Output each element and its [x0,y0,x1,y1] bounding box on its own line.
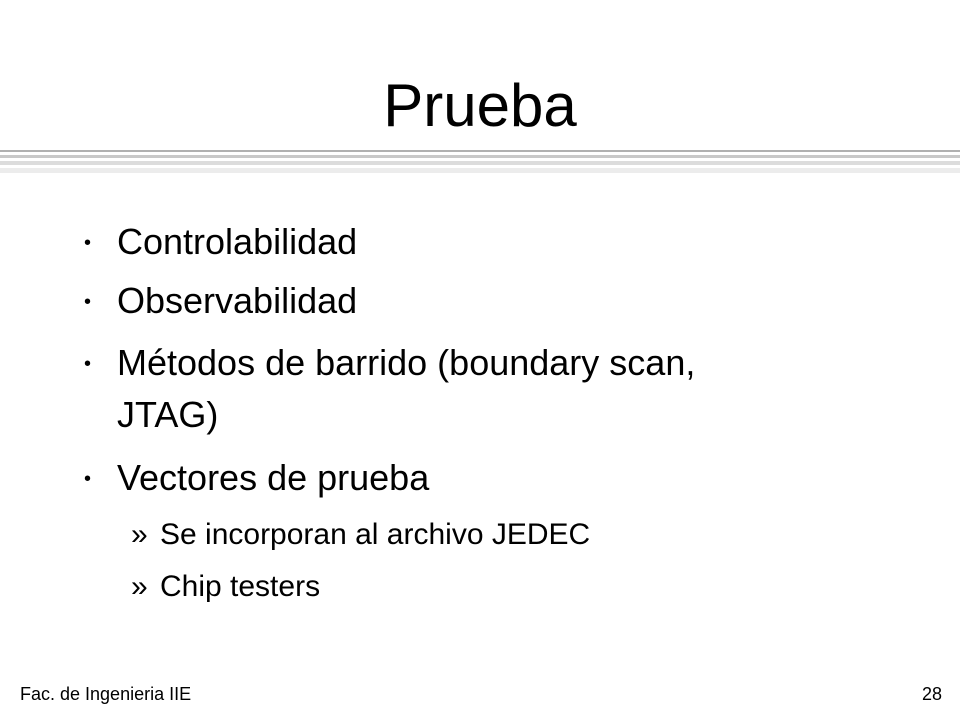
bullet-dot: • [84,291,92,313]
bullet-text-continuation: JTAG) [117,394,219,435]
sub-bullet-text: Chip testers [160,570,321,603]
bullet-text: Controlabilidad [117,221,358,262]
sub-bullet-text: Se incorporan al archivo JEDEC [160,518,591,551]
page-number: 28 [921,684,942,704]
sub-bullet-marker: » [131,570,148,603]
slide-title: Prueba [383,72,577,139]
footer-institution: Fac. de Ingenieria IIE [20,684,192,704]
bullet-dot: • [84,232,92,254]
bullet-text: Métodos de barrido (boundary scan, [117,342,696,383]
bullet-dot: • [84,353,92,375]
bullet-text: Vectores de prueba [117,457,430,498]
bullet-text: Observabilidad [117,280,358,321]
bullet-dot: • [84,468,92,490]
sub-bullet-marker: » [131,518,148,551]
